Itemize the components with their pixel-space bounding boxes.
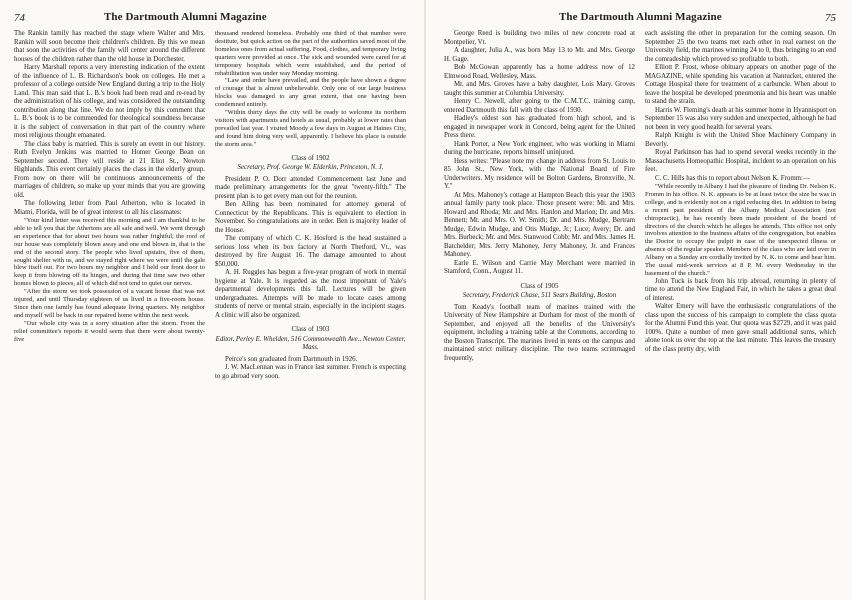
paragraph: A. H. Ruggles has begun a five-year program of work in mental hygiene at Yale. It is regarded as the most important of Yale's departmental developments this fall. Lectures will be given undergraduates. Attempts will be made to locate cases among students of nerve or mental strain, especially in the incipient stages. A clinic will also be organized.	[215, 269, 406, 319]
page-number: 75	[825, 12, 836, 24]
letter-quote: "Law and order have prevailed, and the people have shown a degree of courage that is almost unbelievable. Only one of our large business blocks was damaged to any great extent, that one having been condemned entirely.	[215, 77, 406, 109]
paragraph: J. W. MacLennan was in France last summer. French is expecting to go abroad very soon.	[215, 364, 406, 380]
paragraph: Mr. and Mrs. Groves have a baby daughter, Lois Mary. Groves taught this summer at Columbia University.	[444, 81, 635, 97]
class-heading-1902: Class of 1902	[291, 154, 330, 162]
paragraph: At Mrs. Mahoney's cottage at Hampton Beach this year the 1903 annual family party took place. Those present were: Mr. and Mrs. Howard and Rhoda; Mr. and Mrs. Hanlon and Marion; Dr. and Mrs. Bennett; Mr. and Mrs. O. W. Smith; Dr. and Mrs. Mudge, Bertram Mudge, Edwin Mudge, and Otis Mudge, Jr.; Luce; Avery; Dr. and Mrs. Burbeck; Mr. and Mrs. Stanwood Cobb; Mr. and Mrs. James H. Batchelder; Mrs. Jerry Mahoney, Jerry Mahoney, Jr. and Frances Mahoney.	[444, 191, 635, 258]
left-column-1	[14, 30, 205, 602]
paragraph: Royal Parkinson has had to spend several weeks recently in the Massachusetts Homeopathic Hospital, incident to an operation on his feet.	[645, 149, 836, 173]
paragraph: Ralph Knight is with the United Shoe Machinery Company in Beverly.	[645, 132, 836, 148]
right-column-1	[444, 30, 635, 602]
class-secretary-1902: Secretary, Prof. George W. Elderkin, Princeton, N. J.	[237, 164, 384, 172]
paragraph: Hess writes: "Please note my change in address from St. Louis to 85 John St., New York, with the National Board of Fire Underwriters. My residence will be Bolton Gardens, Bronxville, N. Y."	[444, 157, 635, 190]
page-number: 74	[14, 12, 25, 24]
paragraph: Tom Keady's football team of marines trained with the University of New Hampshire at Durham for most of the month of September, and enjoyed all the benefits of the University's equipment, including a training table at the Commons, according to the Boston Transcript. The marines lived in tents on the campus and maintained strict military discipline. The two teams scrimmaged frequently,	[444, 303, 635, 362]
paragraph: C. C. Hills has this to report about Nelson K. Fromm:—	[655, 174, 810, 182]
paragraph: Walter Emery will have the enthusiastic congratulations of the class upon the success of his campaign to complete the class quota for the Alumni Fund this year. Our quota was $2729, and it was paid 100%. Quite a number of men gave small additional sums, which alone took us over the top at the last minute. This leaves the treasury of the class pretty dry, with	[645, 303, 836, 353]
letter-quote: "Within thirty days the city will be ready to welcome its northern visitors with apartments and hotels as usual, probably at lower rates than prevailed last year. I visited Moody a few days in August at Haines City, and found him doing very well, apparently. I believe his place is outside the storm area."	[215, 109, 406, 148]
right-page-header	[444, 8, 836, 30]
left-page	[0, 0, 420, 600]
paragraph: Harris W. Fleming's death at his summer home in Hyannisport on September 15 was also very sudden and unexpected, although he had not been in very good health for several years.	[645, 106, 836, 131]
class-secretary-1905: Secretary, Frederick Chase, 511 Sears Building, Boston	[462, 292, 617, 299]
paragraph: John Tuck is back from his trip abroad, returning in plenty of time to attend the New England Fair, in which he takes a great deal of interest.	[645, 277, 836, 302]
class-heading-1903: Class of 1903	[291, 326, 330, 334]
left-page-header	[14, 8, 406, 30]
paragraph: each assisting the other in preparation for the coming season. On September 25 the two teams met each other in real earnest on the University field, the marines winning 24 to 0, thus bringing to an end the comradeship which proved so profitable to both.	[645, 30, 836, 63]
paragraph: Earle E. Wilson and Carrie May Merchant were married in Stamford, Conn., August 11.	[444, 259, 635, 275]
paragraph: Ben Alling has been nominated for attorney general of Connecticut by the Republicans. This is equivalent to election in November. So congratulations are in order. Ben is majority leader of the House.	[215, 201, 406, 234]
paragraph: The class baby is married. This is surely an event in our history. Ruth Evelyn Jenkins was married to Homer George Bean on September second. They will reside at 21 Eliot St., Newton Highlands. This event certainly places the class in the elderly group. From now on there will be continuous announcements of the marriages of children, so make up your minds that you are growing old.	[14, 140, 205, 199]
running-title: The Dartmouth Alumni Magazine	[104, 11, 267, 23]
paragraph: George Reed is building two miles of new concrete road at Montpelier, Vt.	[444, 30, 635, 46]
class-secretary-1903: Editor, Perley E. Whelden, 516 Commonwealth Ave., Newton Center, Mass.	[215, 335, 406, 352]
left-column-2	[215, 30, 406, 602]
letter-quote: "After the storm we took possession of a vacant house that was not injured, and until Thursday eighteen of us lived in a five-room house. Since then one family has found adequate living quarters. My neighbor and myself will be back in our repaired home within the next week.	[14, 288, 205, 319]
paragraph: Elliott P. Frost, whose obituary appears on another page of the MAGAZINE, while spending his vacation at Nantucket, entered the Cottage Hospital there for treatment of a carbuncle. When about to leave the hospital he developed pneumonia and his heart was unable to stand the strain.	[645, 64, 836, 105]
page-gutter	[424, 0, 426, 600]
paragraph: A daughter, Julia A., was born May 13 to Mr. and Mrs. George H. Gage.	[444, 47, 635, 63]
class-heading-1905: Class of 1905	[520, 282, 559, 290]
paragraph: The Rankin family has reached the stage where Walter and Mrs. Rankin will soon become their children's children. By this we mean that soon the activities of the family will center around the different houses of the children rather than the old house in Dorchester.	[14, 30, 205, 63]
letter-quote: "While recently in Albany I had the pleasure of finding Dr. Nelson K. Fromm in his office. N. K. appears to be at least twice the size he was in college, and is evidently not on a rigid reducing diet. In addition to being a recent past president of the Albany Medical Association (not chiropractic), he has recently been made president of the board of directors of the church which he alleges he attends. This office not only involves attention to the business affairs of the congregation, but enables the Doctor to occupy the pulpit in case of the unexpected illness or absence of the regular speaker. Members of the class who are laid over in Albany on a Sunday are cordially invited by N. K. to come and hear him. The usual mid-week services at 8 P. M. every Wednesday in the basement of the church."	[645, 183, 836, 277]
paragraph: The following letter from Paul Atherton, who is located in Miami, Florida, will be of great interest to all his classmates:	[14, 200, 205, 216]
paragraph: Bob McGowan apparently has a home address now of 12 Elmwood Road, Wellesley, Mass.	[444, 64, 635, 80]
running-title: The Dartmouth Alumni Magazine	[559, 11, 722, 23]
letter-quote: "Your kind letter was received this morning and I am thankful to be able to tell you that the Athertons are all safe and well. We went through an experience that for about two hours was rather frightful; the roof of our house was completely blown away and one end blown in, that is the end of the second story. The people who lived upstairs, five of them, sought shelter with us, and we stayed right where we were until the gale blew itself out. For two hours my neighbor and I held our front door to keep it from blowing off its hinges, and during that time saw two other homes blown to pieces, all of which did not tend to quiet our nerves.	[14, 217, 205, 288]
paragraph: Peirce's son graduated from Dartmouth in 1926.	[225, 355, 358, 363]
paragraph: Harry Marshall reports a very interesting indication of the extent of the influence of L. B. Richardson's book on colleges. He met a professor of a college outside New England during a trip to the Holy Land. This man said that L. B.'s book had been read and re-read by the administration of his college, and was considered the outstanding contribution along that line. We do not imply by this comment that L. B.'s book is to be commended for theological soundness because it is the subject of conversation in that part of the country where most religious thought emanated.	[14, 64, 205, 139]
letter-quote: "Our whole city was in a sorry situation after the storm. From the relief committee's reports it would seem that there were about twenty-five	[14, 319, 205, 343]
paragraph: Hadley's oldest son has graduated from high school, and is engaged in newspaper work in Concord, being agent for the United Press there.	[444, 115, 635, 139]
paragraph: Henry C. Newell, after going to the C.M.T.C. training camp, entered Dartmouth this fall with the class of 1930.	[444, 98, 635, 114]
paragraph: Hank Porter, a New York engineer, who was working in Miami during the hurricane, reports himself uninjured.	[444, 140, 635, 156]
right-column-2	[645, 30, 836, 602]
paragraph: The company of which C. K. Hosford is the head sustained a serious loss when its box factory at North Thetford, Vt., was destroyed by fire August 16. The damage amounted to about $50,000.	[215, 235, 406, 268]
paragraph: President P. O. Dorr attended Commencement last June and made preliminary arrangements for the great "twenty-fifth." The present plan is to get every man out for the reunion.	[215, 175, 406, 200]
letter-quote: thousand rendered homeless. Probably one third of that number were destitute, but quick action on the part of the authorities saved most of the homeless ones from actual suffering. Food, clothes, and temporary living quarters were provided at once. The sick and wounded were cared for at temporary hospitals which were established, and the period of rehabilitation was under way Monday morning.	[215, 30, 406, 77]
right-page	[430, 0, 850, 600]
